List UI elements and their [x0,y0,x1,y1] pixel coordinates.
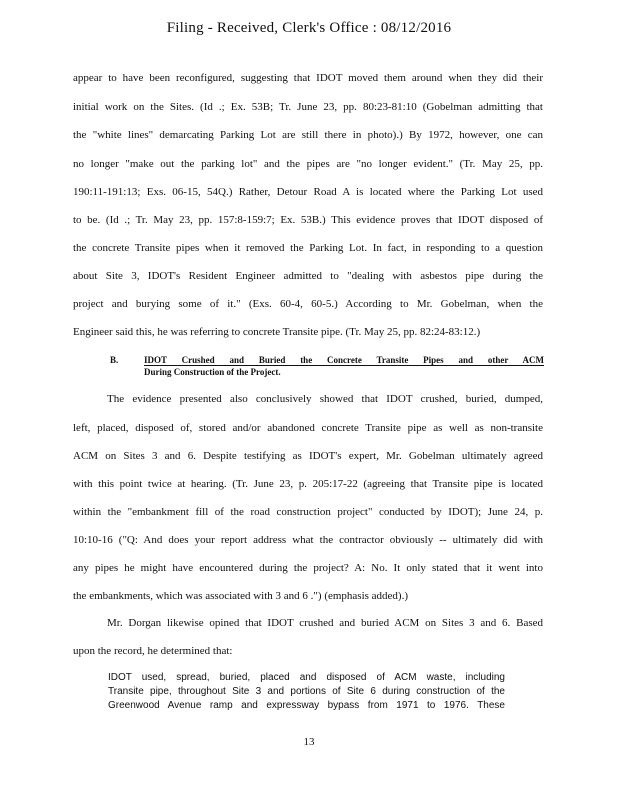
paragraph-line: 10:10-16 ("Q: And does your report address what the contractor obviously -- ultimately did with [73,534,543,546]
paragraph-line: upon the record, he determined that: [73,645,233,657]
page-number: 13 [303,736,315,748]
paragraph-line: within the "embankment fill of the road construction project" conducted by IDOT); June 24, p. [73,506,543,518]
paragraph-line: 190:11-191:13; Exs. 06-15, 54Q.) Rather, Detour Road A is located where the Parking Lot used [73,186,543,198]
quote-line: Transite pipe, throughout Site 3 and portions of Site 6 during construction of the [108,686,505,697]
filing-header: Filing - Received, Clerk's Office : 08/12/2016 [166,20,452,36]
paragraph-line: with this point twice at hearing. (Tr. June 23, p. 205:17-22 (agreeing that Transite pipe is located [73,478,543,490]
paragraph-line: the concrete Transite pipes when it removed the Parking Lot. In fact, in responding to a question [73,242,543,254]
paragraph-line: Engineer said this, he was referring to concrete Transite pipe. (Tr. May 25, pp. 82:24-83:12.) [73,326,481,338]
quote-line: Greenwood Avenue ramp and expressway bypass from 1971 to 1976. These [108,700,505,711]
paragraph-line: initial work on the Sites. (Id .; Ex. 53B; Tr. June 23, pp. 80:23-81:10 (Gobelman admitting that [73,101,543,113]
paragraph-line: Mr. Dorgan likewise opined that IDOT crushed and buried ACM on Sites 3 and 6. Based [107,617,543,629]
section-heading-line: IDOT Crushed and Buried the Concrete Transite Pipes and other ACM [144,355,544,365]
paragraph-line: any pipes he might have encountered during the project? A: No. It only stated that it went into [73,562,543,574]
paragraph-line: about Site 3, IDOT's Resident Engineer admitted to "dealing with asbestos pipe during the [73,270,543,282]
quote-line: IDOT used, spread, buried, placed and disposed of ACM waste, including [108,672,505,683]
paragraph-line: no longer "make out the parking lot" and the pipes are "no longer evident." (Tr. May 25, pp. [73,158,543,170]
paragraph-line: the embankments, which was associated with 3 and 6 .") (emphasis added).) [73,590,409,602]
section-marker: B. [110,355,119,365]
paragraph-line: project and burying some of it." (Exs. 60-4, 60-5.) According to Mr. Gobelman, when the [73,298,543,310]
paragraph-line: the "white lines" demarcating Parking Lot are still there in photo).) By 1972, however, one can [73,129,543,141]
paragraph-line: left, placed, disposed of, stored and/or abandoned concrete Transite pipe as well as non-transite [73,422,543,434]
heading-underline [144,365,544,366]
paragraph-line: ACM on Sites 3 and 6. Despite testifying as IDOT's expert, Mr. Gobelman ultimately agreed [73,450,543,462]
paragraph-line: appear to have been reconfigured, suggesting that IDOT moved them around when they did their [73,72,543,84]
paragraph-line: The evidence presented also conclusively showed that IDOT crushed, buried, dumped, [107,393,543,405]
section-heading-line: During Construction of the Project. [144,367,281,377]
paragraph-line: to be. (Id .; Tr. May 23, pp. 157:8-159:7; Ex. 53B.) This evidence proves that IDOT disposed of [73,214,543,226]
